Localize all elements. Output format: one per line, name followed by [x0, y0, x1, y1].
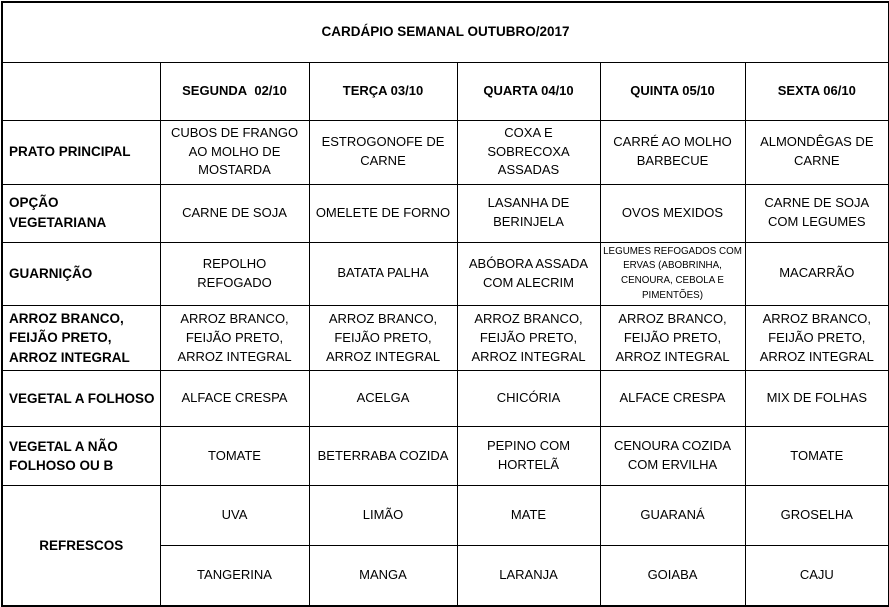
- menu-cell: LARANJA: [457, 546, 600, 606]
- column-header-tuesday: TERÇA 03/10: [309, 62, 457, 120]
- menu-cell: ALFACE CRESPA: [160, 371, 309, 427]
- menu-cell: ARROZ BRANCO, FEIJÃO PRETO, ARROZ INTEGRAL: [309, 306, 457, 371]
- menu-cell: BETERRABA COZIDA: [309, 427, 457, 486]
- menu-cell: ESTROGONOFE DE CARNE: [309, 120, 457, 184]
- menu-cell: CAJU: [745, 546, 889, 606]
- menu-cell: COXA E SOBRECOXA ASSADAS: [457, 120, 600, 184]
- menu-sheet: [0, 1, 889, 603]
- menu-cell: ALMONDÊGAS DE CARNE: [745, 120, 889, 184]
- menu-cell: CHICÓRIA: [457, 371, 600, 427]
- menu-cell: GUARANÁ: [600, 486, 745, 546]
- menu-cell: ARROZ BRANCO, FEIJÃO PRETO, ARROZ INTEGRAL: [745, 306, 889, 371]
- table-row-opcao-vegetariana: [2, 184, 889, 242]
- menu-cell: LASANHA DE BERINJELA: [457, 184, 600, 242]
- menu-cell: ALFACE CRESPA: [600, 371, 745, 427]
- menu-cell: OMELETE DE FORNO: [309, 184, 457, 242]
- menu-cell: GROSELHA: [745, 486, 889, 546]
- menu-cell: TOMATE: [160, 427, 309, 486]
- page-title: CARDÁPIO SEMANAL OUTUBRO/2017: [2, 2, 889, 62]
- table-row-refrescos-1: [2, 486, 889, 546]
- row-header-vegetal-nao-folhoso: VEGETAL A NÃO FOLHOSO OU B: [2, 427, 160, 486]
- menu-cell: CARNE DE SOJA COM LEGUMES: [745, 184, 889, 242]
- menu-cell: ARROZ BRANCO, FEIJÃO PRETO, ARROZ INTEGRAL: [600, 306, 745, 371]
- table-row-guarnicao: [2, 242, 889, 306]
- menu-cell: ARROZ BRANCO, FEIJÃO PRETO, ARROZ INTEGRAL: [457, 306, 600, 371]
- menu-cell: CENOURA COZIDA COM ERVILHA: [600, 427, 745, 486]
- menu-cell: ARROZ BRANCO, FEIJÃO PRETO, ARROZ INTEGRAL: [160, 306, 309, 371]
- column-header-friday: SEXTA 06/10: [745, 62, 889, 120]
- row-header-refrescos: REFRESCOS: [2, 486, 160, 606]
- menu-cell: TOMATE: [745, 427, 889, 486]
- menu-cell: ACELGA: [309, 371, 457, 427]
- row-header-prato-principal: PRATO PRINCIPAL: [2, 120, 160, 184]
- menu-cell: UVA: [160, 486, 309, 546]
- menu-cell: MIX DE FOLHAS: [745, 371, 889, 427]
- menu-cell: LEGUMES REFOGADOS COM ERVAS (ABOBRINHA, CENOURA, CEBOLA E PIMENTÕES): [600, 242, 745, 306]
- table-row-vegetal-nao-folhoso: [2, 427, 889, 486]
- menu-cell: CUBOS DE FRANGO AO MOLHO DE MOSTARDA: [160, 120, 309, 184]
- menu-cell: LIMÃO: [309, 486, 457, 546]
- row-header-guarnicao: GUARNIÇÃO: [2, 242, 160, 306]
- menu-cell: GOIABA: [600, 546, 745, 606]
- table-row-prato-principal: [2, 120, 889, 184]
- table-row-vegetal-folhoso: [2, 371, 889, 427]
- column-header-thursday: QUINTA 05/10: [600, 62, 745, 120]
- menu-cell: PEPINO COM HORTELÃ: [457, 427, 600, 486]
- column-header-monday: SEGUNDA 02/10: [160, 62, 309, 120]
- menu-cell: ABÓBORA ASSADA COM ALECRIM: [457, 242, 600, 306]
- row-header-arroz-feijao: ARROZ BRANCO, FEIJÃO PRETO, ARROZ INTEGRAL: [2, 306, 160, 371]
- title-row: [2, 2, 889, 62]
- menu-cell: MACARRÃO: [745, 242, 889, 306]
- menu-cell: REPOLHO REFOGADO: [160, 242, 309, 306]
- menu-cell: CARRÉ AO MOLHO BARBECUE: [600, 120, 745, 184]
- column-header-wednesday: QUARTA 04/10: [457, 62, 600, 120]
- table-row-arroz-feijao: [2, 306, 889, 371]
- row-header-vegetal-folhoso: VEGETAL A FOLHOSO: [2, 371, 160, 427]
- column-header-empty: [2, 62, 160, 120]
- menu-cell: TANGERINA: [160, 546, 309, 606]
- menu-cell: MATE: [457, 486, 600, 546]
- menu-cell: CARNE DE SOJA: [160, 184, 309, 242]
- header-row: [2, 62, 889, 120]
- menu-cell: BATATA PALHA: [309, 242, 457, 306]
- weekly-menu-table: [1, 1, 889, 607]
- menu-cell: MANGA: [309, 546, 457, 606]
- menu-cell: OVOS MEXIDOS: [600, 184, 745, 242]
- row-header-opcao-vegetariana: OPÇÃO VEGETARIANA: [2, 184, 160, 242]
